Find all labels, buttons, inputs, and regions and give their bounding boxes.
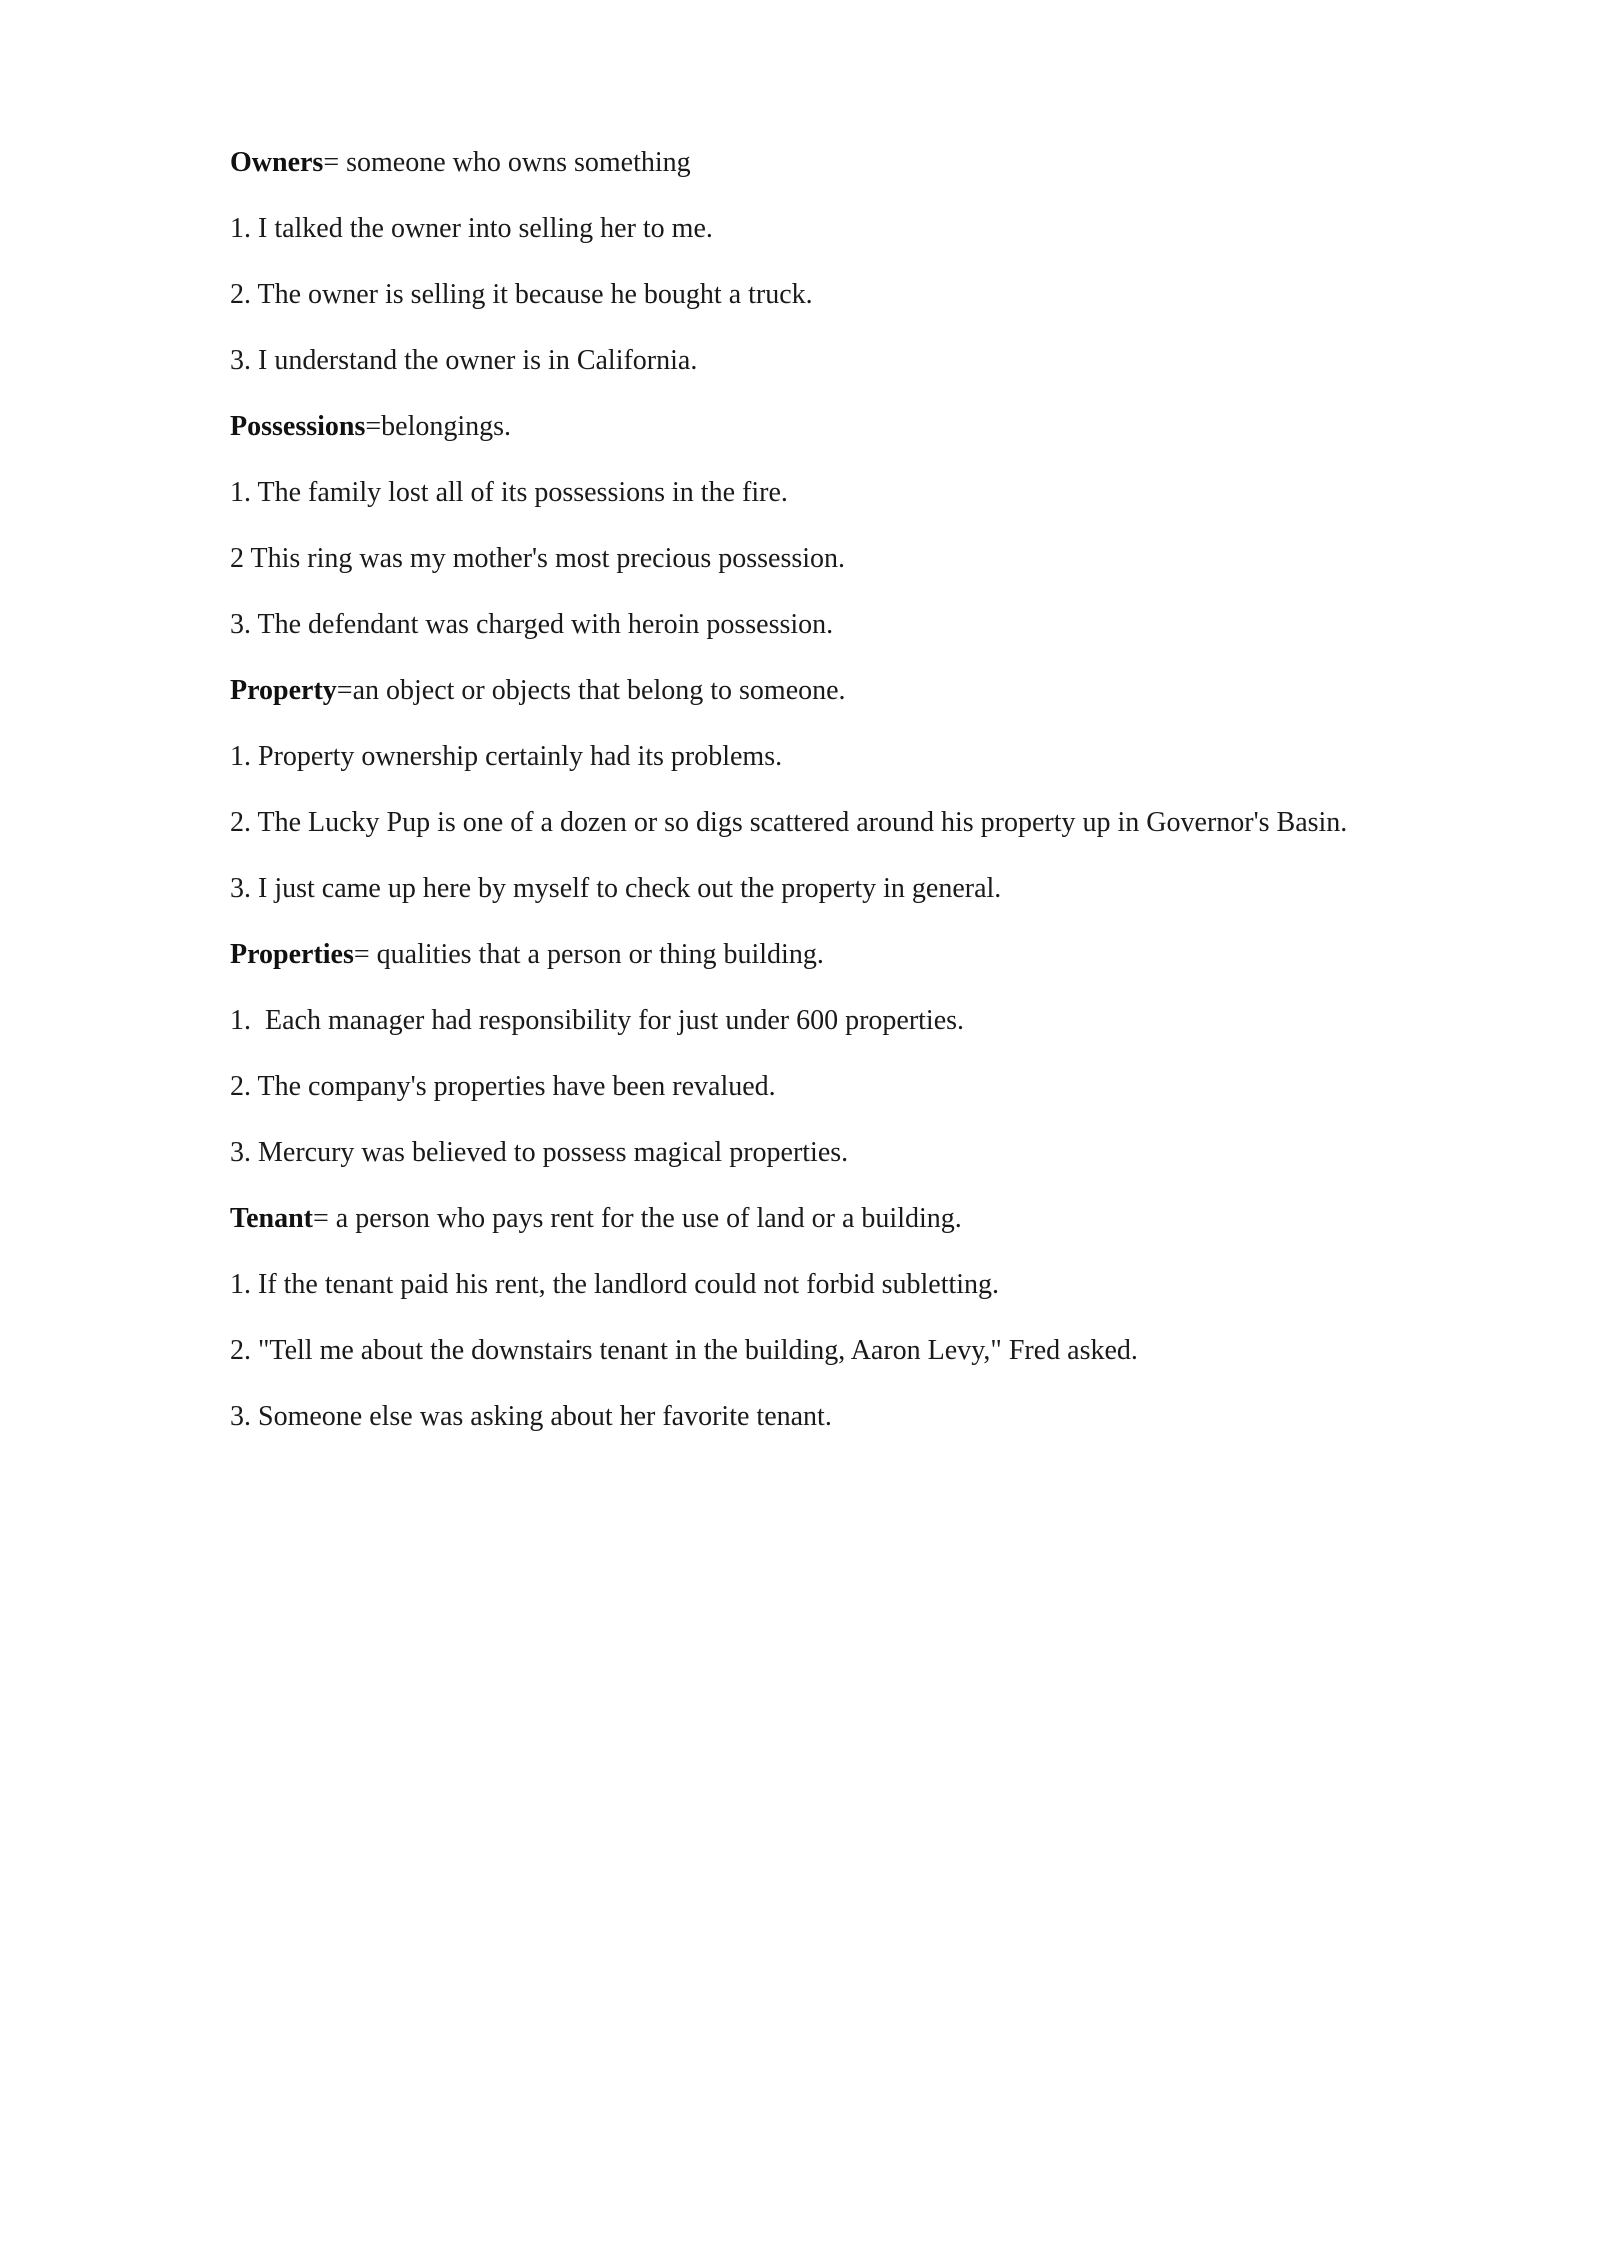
document-body <box>230 146 1530 1466</box>
definition-text: = a person who pays rent for the use of land or a building. <box>313 1203 962 1234</box>
example-sentence: 3. Someone else was asking about her favorite tenant. <box>230 1401 832 1432</box>
example-sentence: 1. I talked the owner into selling her to me. <box>230 213 713 244</box>
example-sentence: 2. "Tell me about the downstairs tenant in the building, Aaron Levy," Fred asked. <box>230 1335 1138 1366</box>
term-properties: Properties <box>230 939 354 970</box>
example-sentence: 1. Property ownership certainly had its problems. <box>230 741 783 772</box>
definition-text: = qualities that a person or thing building. <box>353 939 824 970</box>
example-sentence: 1. Each manager had responsibility for just under 600 properties. <box>230 1005 965 1036</box>
example-sentence: 2 This ring was my mother's most precious possession. <box>230 543 846 574</box>
definition-text: =belongings. <box>365 411 512 442</box>
definition-property <box>230 674 1530 708</box>
term-property: Property <box>230 675 337 706</box>
definition-tenant <box>230 1202 1530 1236</box>
definition-text: = someone who owns something <box>323 147 691 178</box>
example-sentence: 2. The Lucky Pup is one of a dozen or so digs scattered around his property up in Governor's Basin. <box>230 807 1348 838</box>
term-possessions: Possessions <box>230 411 366 442</box>
example-sentence: 3. I just came up here by myself to check out the property in general. <box>230 873 1002 904</box>
example-sentence: 2. The company's properties have been revalued. <box>230 1071 776 1102</box>
example-sentence: 3. I understand the owner is in California. <box>230 345 698 376</box>
example-sentence: 3. The defendant was charged with heroin possession. <box>230 609 834 640</box>
definition-owners <box>230 146 1530 180</box>
example-sentence: 2. The owner is selling it because he bought a truck. <box>230 279 813 310</box>
definition-properties <box>230 938 1530 972</box>
term-tenant: Tenant <box>230 1203 314 1234</box>
term-owners: Owners <box>230 147 324 178</box>
definition-text: =an object or objects that belong to someone. <box>336 675 846 706</box>
example-sentence: 3. Mercury was believed to possess magical properties. <box>230 1137 849 1168</box>
definition-possessions <box>230 410 1530 444</box>
example-sentence: 1. The family lost all of its possessions in the fire. <box>230 477 788 508</box>
example-sentence: 1. If the tenant paid his rent, the landlord could not forbid subletting. <box>230 1269 1000 1300</box>
